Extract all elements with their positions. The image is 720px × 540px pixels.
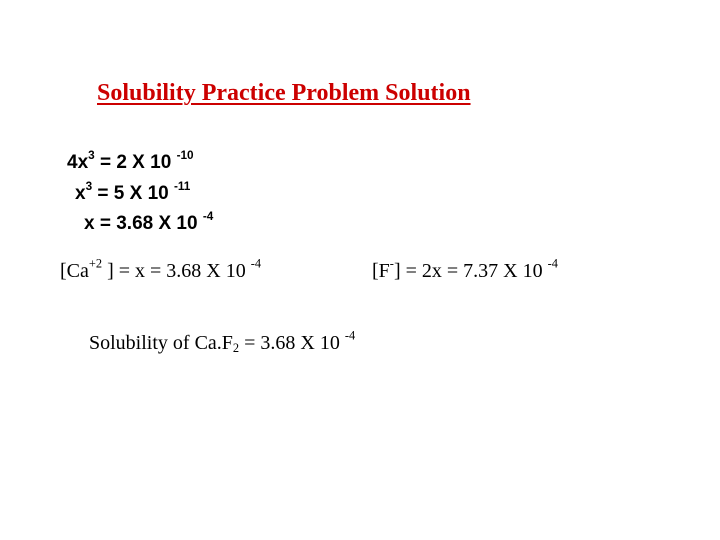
f-rhs: ] = 2x = 7.37 X 10 <box>393 260 548 282</box>
eq2-exponent: 3 <box>85 180 93 194</box>
solubility-label: Solubility of Ca.F <box>89 332 233 354</box>
eq1-exponent: 3 <box>88 149 95 163</box>
eq2-rhs: = 5 X 10 <box>92 183 174 204</box>
f-bracket: [F <box>372 260 390 282</box>
eq1-rhs: = 2 X 10 <box>94 152 177 173</box>
solubility-subscript: 2 <box>232 341 240 356</box>
f-charge: - <box>389 256 394 271</box>
solubility-result <box>89 328 356 356</box>
solubility-power: -4 <box>344 328 356 343</box>
eq3-text: x = 3.68 X 10 <box>84 213 203 234</box>
ca-power: -4 <box>250 256 262 271</box>
ca-rhs: ] = x = 3.68 X 10 <box>102 260 251 282</box>
eq1-base: 4x <box>67 152 89 173</box>
solubility-rhs: = 3.68 X 10 <box>239 332 345 354</box>
equation-x-cubed <box>75 180 191 205</box>
ca-charge: +2 <box>88 256 103 271</box>
fluoride-concentration <box>372 256 558 283</box>
eq1-power: -10 <box>176 149 194 163</box>
eq3-power: -4 <box>202 210 214 224</box>
eq2-base: x <box>75 183 86 204</box>
equation-4x-cubed <box>67 149 194 174</box>
calcium-concentration <box>60 256 262 283</box>
f-power: -4 <box>547 256 558 271</box>
slide-title: Solubility Practice Problem Solution <box>97 80 471 106</box>
eq2-power: -11 <box>174 180 191 194</box>
equation-x-value <box>84 210 214 235</box>
ca-bracket: [Ca <box>60 260 89 282</box>
